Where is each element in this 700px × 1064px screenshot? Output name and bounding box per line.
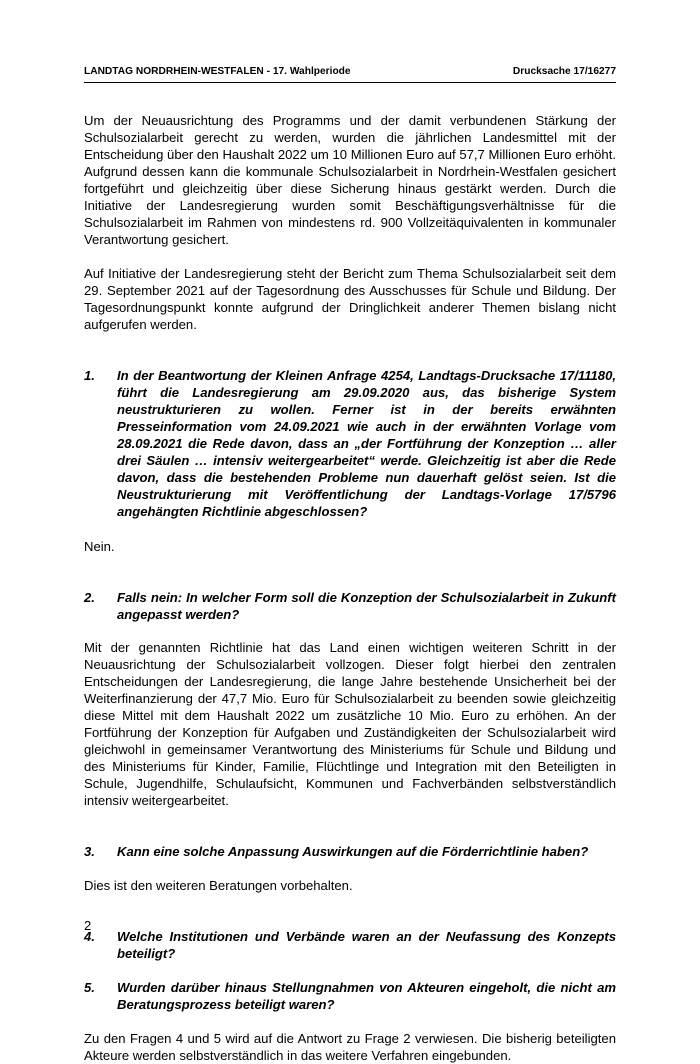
question-5 [84, 979, 616, 1013]
question-text: Falls nein: In welcher Form soll die Konzeption der Schulsozialarbeit in Zukunft angepasst werden? [117, 590, 616, 622]
answer-4-and-5: Zu den Fragen 4 und 5 wird auf die Antwort zu Frage 2 verwiesen. Die bisherig beteiligten Akteure werden selbstverständlich in das weitere Verfahren eingebunden. [84, 1031, 616, 1063]
page-header [84, 66, 616, 77]
question-text: Kann eine solche Anpassung Auswirkungen auf die Förderrichtlinie haben? [117, 844, 589, 859]
question-text: In der Beantwortung der Kleinen Anfrage 4254, Landtags-Drucksache 17/11180, führt die Landesregierung am 29.09.2020 aus, das bisherige System neustrukturieren zu wollen. Ferner ist in der bereits erwähnten Presseinformation vom 24.09.2021 wie auch in der erwähnten Vorlage vom 28.09.2021 die Rede davon, dass an „der Fortführung der Konzeption … aller drei Säulen … intensiv weitergearbeitet“ werde. Gleichzeitig ist aber die Rede davon, dass die bestehenden Probleme nun dauerhaft gelöst seien. Ist die Neustrukturierung mit Veröffentlichung der Landtags-Vorlage 17/5796 angehängten Richtlinie abgeschlossen? [117, 368, 616, 519]
answer-3: Dies ist den weiteren Beratungen vorbehalten. [84, 878, 353, 893]
question-number: 2. [84, 590, 95, 605]
header-document-number: Drucksache 17/16277 [512, 66, 616, 77]
question-number: 3. [84, 844, 95, 859]
question-number: 5. [84, 980, 95, 995]
answer-2: Mit der genannten Richtlinie hat das Land einen wichtigen weiteren Schritt in der Neuausrichtung der Schulsozialarbeit vollzogen. Dieser folgt hierbei den zentralen Entscheidungen der Landesregierung, die lange Jahre bestehende Unsicherheit bei der Weiterfinanzierung der 47,7 Mio. Euro für Schulsozialarbeit zu beenden sowie gleichzeitig diese Mittel mit dem Haushalt 2022 um zusätzliche 10 Mio. Euro zu erhöhen. An der Fortführung der Konzeption für Aufgaben und Zuständigkeiten der Schulsozialarbeit wird gleichwohl in gemeinsamer Verantwortung des Ministeriums für Schule und Bildung und des Ministeriums für Kinder, Familie, Flüchtlinge und Integration mit den Beteiligten in Schule, Jugendhilfe, Schulaufsicht, Kommunen und Fachverbänden selbstverständlich intensiv weitergearbeitet. [84, 640, 616, 808]
question-text: Welche Institutionen und Verbände waren an der Neufassung des Konzepts beteiligt? [117, 929, 616, 961]
intro-paragraph-2: Auf Initiative der Landesregierung steht der Bericht zum Thema Schulsozialarbeit seit dem 29. September 2021 auf der Tagesordnung des Ausschusses für Schule und Bildung. Der Tagesordnungspunkt konnte aufgrund der Dringlichkeit anderer Themen bislang nicht aufgerufen werden. [84, 266, 616, 332]
question-text: Wurden darüber hinaus Stellungnahmen von Akteuren eingeholt, die nicht am Beratungsprozess beteiligt waren? [117, 980, 616, 1012]
page-number: 2 [84, 918, 92, 933]
question-1 [84, 367, 616, 520]
answer-1: Nein. [84, 539, 115, 554]
header-title: LANDTAG NORDRHEIN-WESTFALEN - 17. Wahlperiode [84, 66, 351, 77]
question-number: 1. [84, 368, 95, 383]
header-rule [84, 82, 616, 83]
question-4 [84, 928, 616, 962]
intro-paragraph-1: Um der Neuausrichtung des Programms und der damit verbundenen Stärkung der Schulsozialarbeit gerecht zu werden, wurden die jährlichen Landesmittel mit der Entscheidung über den Haushalt 2022 um 10 Millionen Euro auf 57,7 Millionen Euro erhöht. Aufgrund dessen kann die kommunale Schulsozialarbeit in Nordrhein-Westfalen gesichert fortgeführt und gleichzeitig über diese Sicherung hinaus gestärkt werden. Durch die Initiative der Landesregierung wurden somit Beschäftigungsverhältnisse für die Schulsozialarbeit im Rahmen von mindestens rd. 900 Vollzeitäquivalenten in kommunaler Verantwortung gesichert. [84, 113, 616, 247]
question-2 [84, 589, 616, 623]
document-body [84, 112, 616, 1064]
question-number: 4. [84, 929, 95, 944]
question-3 [84, 843, 616, 860]
